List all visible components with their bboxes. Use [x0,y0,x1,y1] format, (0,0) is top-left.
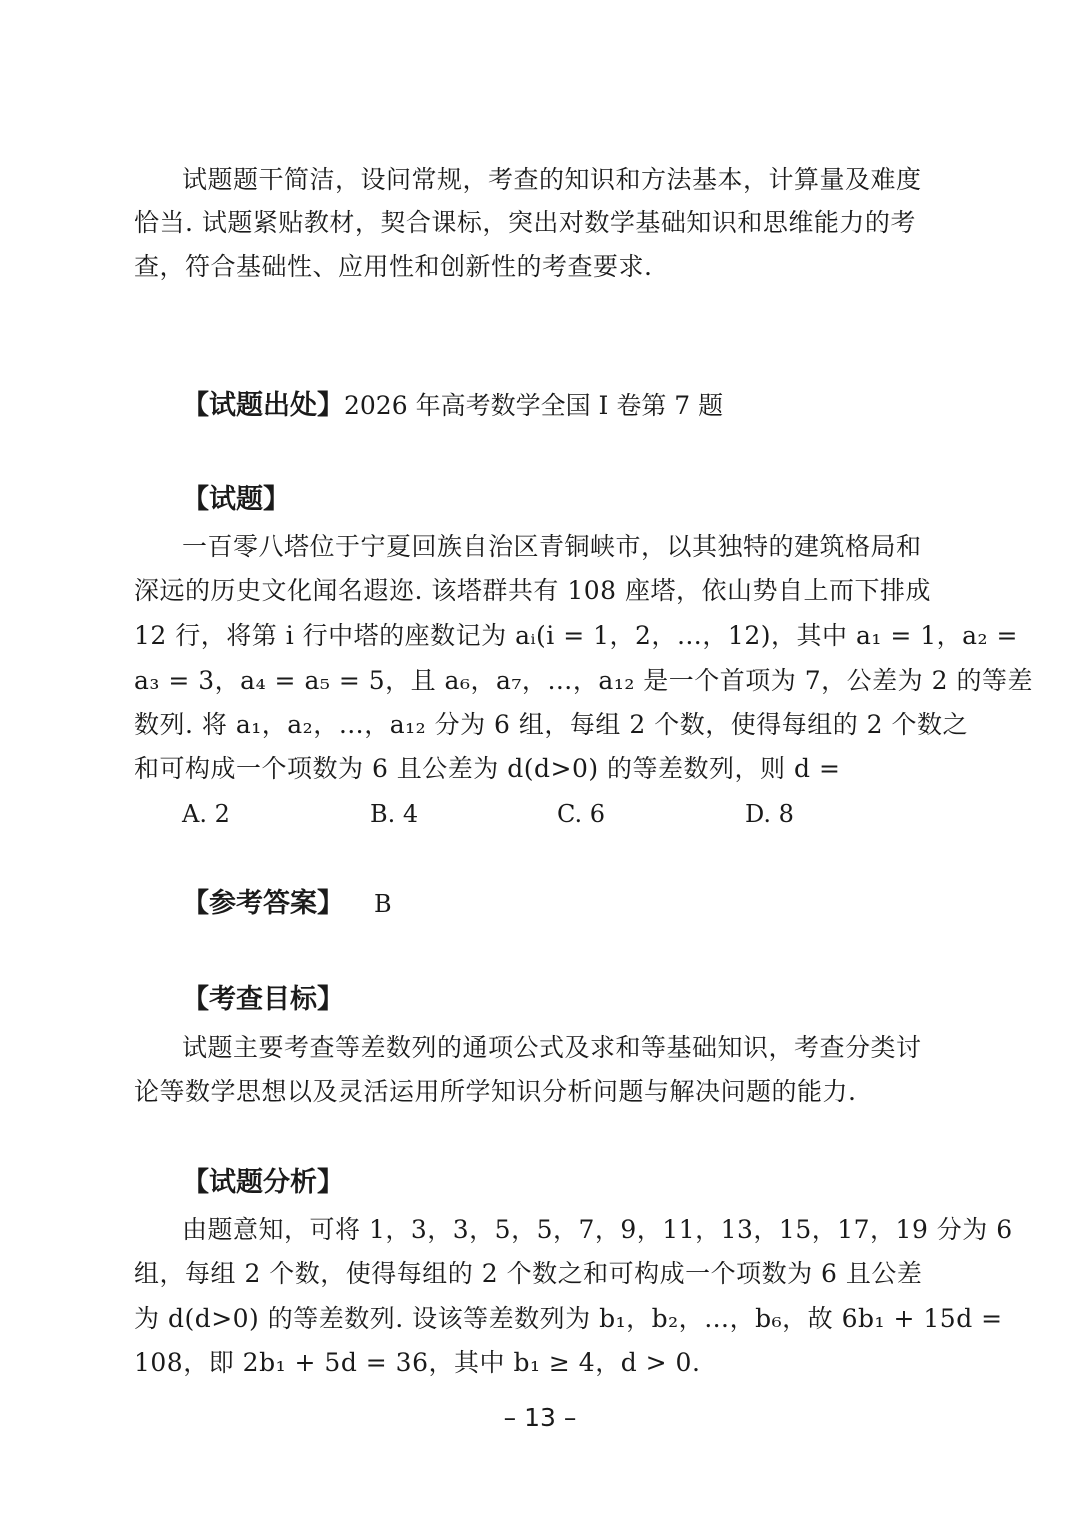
analysis-line-4: 108，即 2b₁ + 5d = 36，其中 b₁ ≥ 4，d > 0. [134,1348,701,1377]
objective-heading: 【考查目标】 [182,984,344,1015]
question-line-5: 数列. 将 a₁，a₂，…，a₁₂ 分为 6 组，每组 2 个数，使得每组的 2 个数之 [134,710,968,739]
analysis-line-2: 组，每组 2 个数，使得每组的 2 个数之和可构成一个项数为 6 且公差 [134,1259,923,1288]
analysis-line-1: 由题意知，可将 1，3，3，5，5，7，9，11，13，15，17，19 分为 6 [182,1215,1013,1244]
analysis-line-3: 为 d(d>0) 的等差数列. 设该等差数列为 b₁，b₂，…，b₆，故 6b₁ + 15d = [134,1304,1003,1333]
intro-line-3: 查，符合基础性、应用性和创新性的考查要求. [134,252,653,281]
source-text: 2026 年高考数学全国 Ⅰ 卷第 7 题 [344,391,724,420]
objective-line-1: 试题主要考查等差数列的通项公式及求和等基础知识，考查分类讨 [182,1033,922,1062]
answer-heading [182,882,392,926]
question-line-1: 一百零八塔位于宁夏回族自治区青铜峡市，以其独特的建筑格局和 [182,532,922,561]
question-line-4: a₃ = 3，a₄ = a₅ = 5，且 a₆，a₇，…，a₁₂ 是一个首项为 7，公差为 2 的等差 [134,666,1033,695]
question-line-3: 12 行，将第 i 行中塔的座数记为 aᵢ(i = 1，2，…，12)，其中 a₁ = 1，a₂ = [134,621,1018,650]
option-a: A. 2 [182,800,230,828]
objective-line-2: 论等数学思想以及灵活运用所学知识分析问题与解决问题的能力. [134,1077,857,1106]
option-b: B. 4 [370,800,419,828]
option-d: D. 8 [745,800,794,828]
source-label: 【试题出处】 [182,390,344,421]
source-heading [182,384,723,428]
question-heading: 【试题】 [182,484,290,515]
question-line-6: 和可构成一个项数为 6 且公差为 d(d>0) 的等差数列，则 d = [134,754,841,783]
page-number: – 13 – [503,1403,577,1432]
analysis-heading: 【试题分析】 [182,1167,344,1198]
answer-value: B [374,890,392,918]
intro-line-2: 恰当. 试题紧贴教材，契合课标，突出对数学基础知识和思维能力的考 [134,208,916,237]
intro-line-1: 试题题干简洁，设问常规，考查的知识和方法基本，计算量及难度 [182,165,922,194]
question-line-2: 深远的历史文化闻名遐迩. 该塔群共有 108 座塔，依山势自上而下排成 [134,576,932,605]
option-c: C. 6 [557,800,606,828]
answer-label: 【参考答案】 [182,888,344,919]
